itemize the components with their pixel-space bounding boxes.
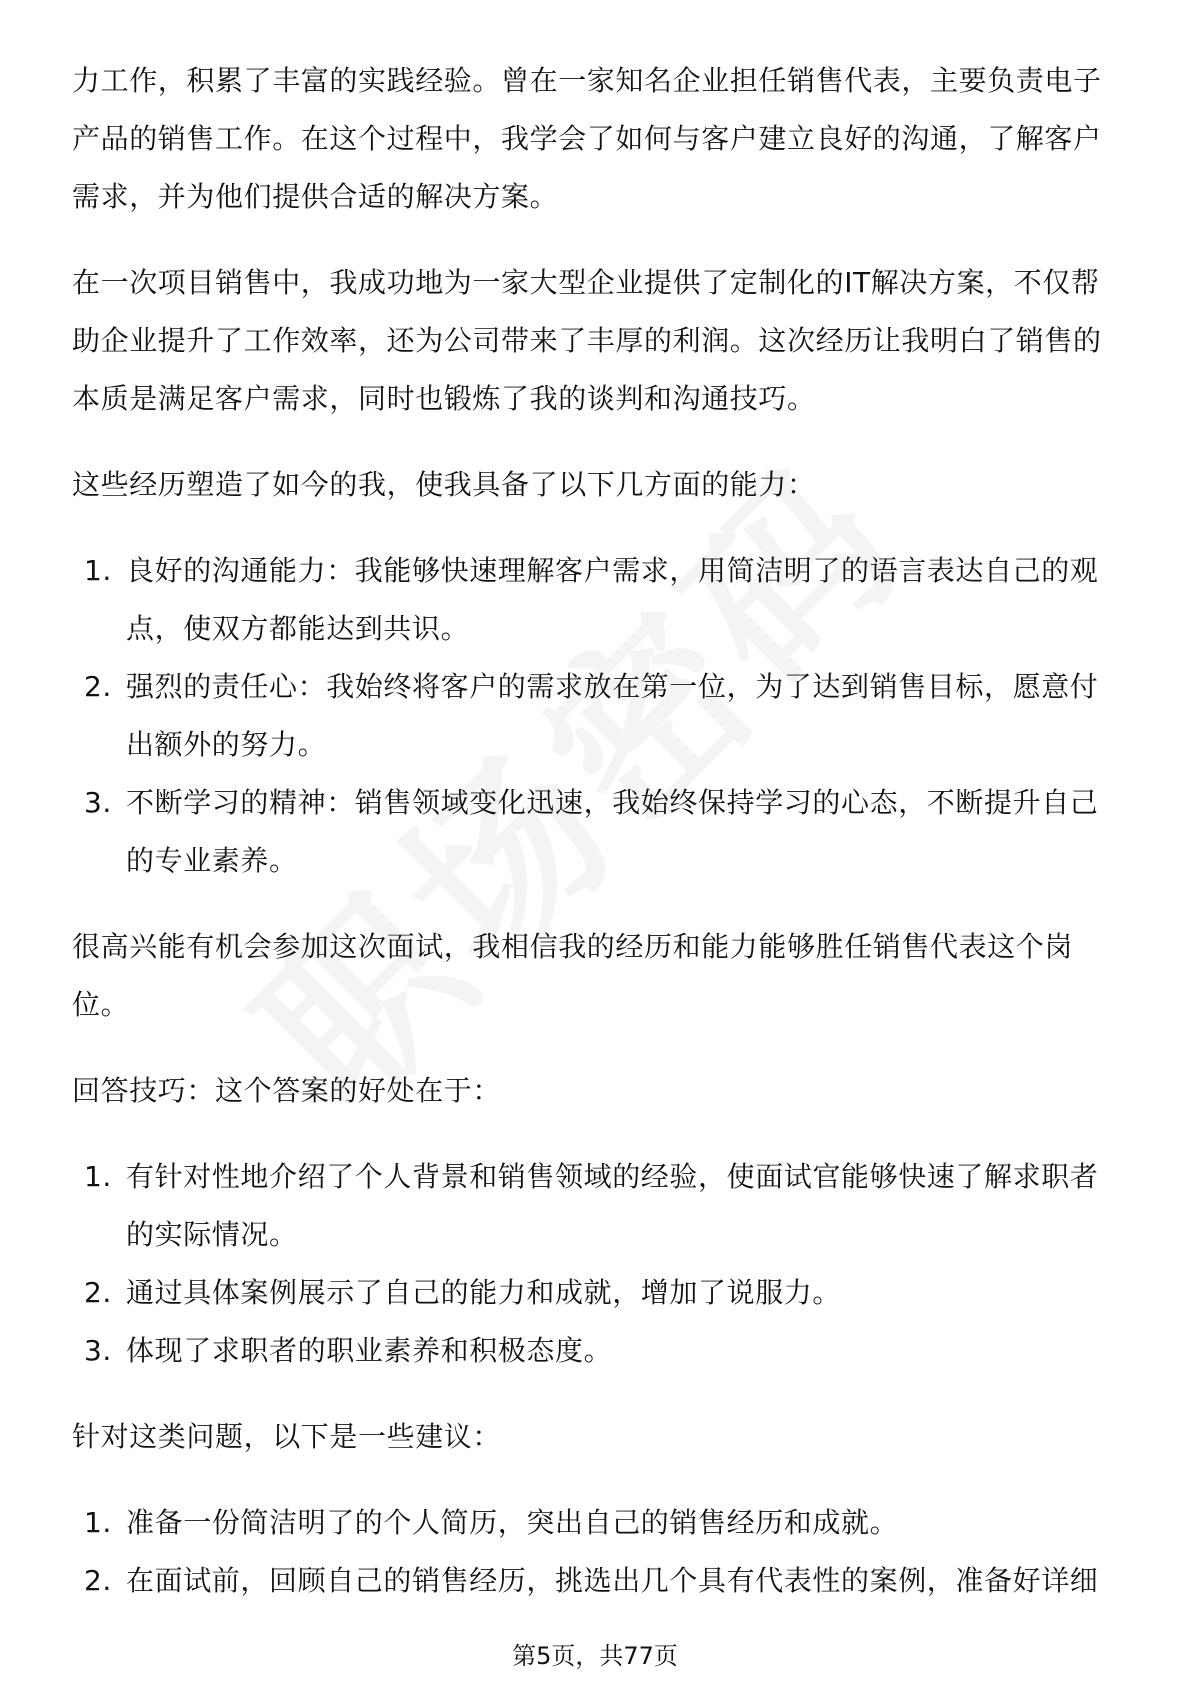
list-item [72,774,1122,890]
list-number: 3. [84,786,112,819]
list-item [72,1552,1122,1610]
list-item-text: 不断学习的精神：销售领域变化迅速，我始终保持学习的心态，不断提升自己的专业素养。 [126,786,1099,877]
list-item-text: 通过具体案例展示了自己的能力和成就，增加了说服力。 [126,1276,842,1309]
paragraph-experience: 力工作，积累了丰富的实践经验。曾在一家知名企业担任销售代表，主要负责电子产品的销售工作。在这个过程中，我学会了如何与客户建立良好的沟通，了解客户需求，并为他们提供合适的解决方案。 [72,64,1102,213]
paragraph-closing: 很高兴能有机会参加这次面试，我相信我的经历和能力能够胜任销售代表这个岗位。 [72,930,1074,1021]
list-number: 1. [84,554,112,587]
paragraph-project-case: 在一次项目销售中，我成功地为一家大型企业提供了定制化的IT解决方案，不仅帮助企业提升了工作效率，还为公司带来了丰厚的利润。这次经历让我明白了销售的本质是满足客户需求，同时也锻炼了我的谈判和沟通技巧。 [72,266,1102,415]
list-item [72,542,1122,658]
paragraph-abilities-intro: 这些经历塑造了如今的我，使我具备了以下几方面的能力： [72,468,816,501]
list-number: 2. [84,670,112,703]
list-item [72,1494,1122,1552]
advice-list [72,1494,1122,1610]
page-number: 第5页，共77页 [512,1642,678,1670]
list-item [72,1148,1122,1264]
list-item [72,1322,1122,1380]
list-item-text: 良好的沟通能力：我能够快速理解客户需求，用简洁明了的语言表达自己的观点，使双方都能达到共识。 [126,554,1099,645]
list-item-text: 在面试前，回顾自己的销售经历，挑选出几个具有代表性的案例，准备好详细 [126,1564,1099,1597]
list-item-text: 有针对性地介绍了个人背景和销售领域的经验，使面试官能够快速了解求职者的实际情况。 [126,1160,1099,1251]
list-item-text: 强烈的责任心：我始终将客户的需求放在第一位，为了达到销售目标，愿意付出额外的努力。 [126,670,1099,761]
list-item-text: 准备一份简洁明了的个人简历，突出自己的销售经历和成就。 [126,1506,899,1539]
list-number: 3. [84,1334,112,1367]
list-item-text: 体现了求职者的职业素养和积极态度。 [126,1334,613,1367]
list-number: 1. [84,1506,112,1539]
list-number: 2. [84,1564,112,1597]
list-item [72,658,1122,774]
advice-heading: 针对这类问题，以下是一些建议： [72,1420,502,1453]
abilities-list [72,542,1122,890]
tips-heading: 回答技巧：这个答案的好处在于： [72,1074,502,1107]
tips-list [72,1148,1122,1380]
document-body [72,52,1122,1638]
list-number: 2. [84,1276,112,1309]
list-item [72,1264,1122,1322]
list-number: 1. [84,1160,112,1193]
